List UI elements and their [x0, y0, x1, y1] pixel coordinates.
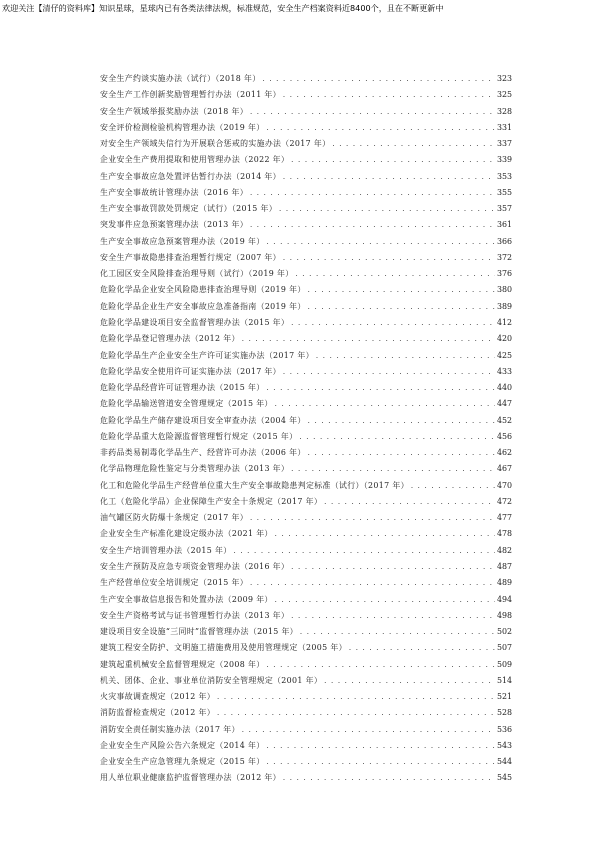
- toc-entry-title: 安全评价检测检验机构管理办法（2019 年）: [100, 122, 265, 132]
- toc-entry: [100, 87, 512, 103]
- toc-entry: [100, 315, 512, 331]
- toc-entry: [100, 705, 512, 721]
- toc-entry-page-number: 494: [496, 594, 512, 604]
- toc-entry-page-number: 357: [496, 204, 512, 214]
- toc-leader-dots: [217, 705, 495, 721]
- toc-entry-title: 安全生产工作创新奖励管理暂行办法（2011 年）: [100, 90, 281, 100]
- toc-entry: [100, 152, 512, 168]
- toc-entry-page-number: 328: [496, 106, 512, 116]
- toc-entry-page-number: 478: [496, 529, 512, 539]
- toc-leader-dots: [291, 559, 495, 575]
- toc-entry: [100, 120, 512, 136]
- toc-leader-dots: [299, 429, 495, 445]
- toc-entry-title: 企业安全生产费用提取和使用管理办法（2022 年）: [100, 155, 290, 165]
- toc-leader-dots: [411, 478, 495, 494]
- toc-leader-dots: [242, 722, 495, 738]
- toc-entry: [100, 299, 512, 315]
- toc-entry: [100, 592, 512, 608]
- toc-entry-page-number: 462: [496, 448, 512, 458]
- toc-entry: [100, 201, 512, 217]
- toc-leader-dots: [266, 380, 495, 396]
- toc-entry-page-number: 544: [496, 757, 512, 767]
- toc-leader-dots: [308, 282, 495, 298]
- toc-entry-page-number: 472: [496, 496, 512, 506]
- toc-entry-title: 生产安全事故罚款处罚规定（试行）（2015 年）: [100, 204, 277, 214]
- toc-entry-page-number: 456: [496, 431, 512, 441]
- toc-leader-dots: [283, 87, 495, 103]
- table-of-contents: [100, 71, 512, 787]
- toc-entry-title: 安全生产预防及应急专项资金管理办法（2016 年）: [100, 561, 290, 571]
- toc-leader-dots: [308, 445, 495, 461]
- toc-entry-title: 企业安全生产标准化建设定级办法（2021 年）: [100, 529, 273, 539]
- toc-entry: [100, 104, 512, 120]
- toc-leader-dots: [250, 575, 495, 591]
- toc-entry-page-number: 467: [496, 464, 512, 474]
- toc-entry: [100, 136, 512, 152]
- toc-entry-title: 建筑起重机械安全监督管理规定（2008 年）: [100, 659, 265, 669]
- toc-entry-page-number: 514: [496, 675, 512, 685]
- toc-entry: [100, 331, 512, 347]
- toc-entry-title: 生产安全事故应急预案管理办法（2019 年）: [100, 236, 265, 246]
- toc-entry: [100, 754, 512, 770]
- toc-entry-title: 化学品物理危险性鉴定与分类管理办法（2013 年）: [100, 464, 290, 474]
- toc-leader-dots: [250, 185, 495, 201]
- toc-leader-dots: [295, 266, 494, 282]
- toc-entry-title: 生产安全事故应急处置评估暂行办法（2014 年）: [100, 171, 281, 181]
- toc-leader-dots: [308, 299, 495, 315]
- toc-entry-title: 消防安全责任制实施办法（2017 年）: [100, 724, 240, 734]
- toc-leader-dots: [349, 640, 495, 656]
- toc-leader-dots: [279, 201, 495, 217]
- toc-entry-title: 安全生产领域举报奖励办法（2018 年）: [100, 106, 248, 116]
- toc-entry: [100, 770, 512, 786]
- toc-entry-page-number: 425: [496, 350, 512, 360]
- toc-entry: [100, 657, 512, 673]
- toc-entry: [100, 673, 512, 689]
- toc-leader-dots: [262, 71, 494, 87]
- toc-entry-page-number: 380: [496, 285, 512, 295]
- toc-leader-dots: [291, 315, 495, 331]
- toc-entry-title: 油气罐区防火防爆十条规定（2017 年）: [100, 513, 248, 523]
- toc-leader-dots: [266, 754, 495, 770]
- toc-entry-page-number: 447: [496, 399, 512, 409]
- toc-entry-title: 建筑工程安全防护、文明施工措施费用及使用管理规定（2005 年）: [100, 643, 347, 653]
- toc-entry-title: 危险化学品输送管道安全管理规定（2015 年）: [100, 399, 273, 409]
- toc-entry-page-number: 528: [496, 708, 512, 718]
- toc-entry-page-number: 372: [496, 252, 512, 262]
- toc-entry-page-number: 521: [496, 692, 512, 702]
- toc-entry: [100, 169, 512, 185]
- toc-entry: [100, 429, 512, 445]
- toc-leader-dots: [275, 592, 495, 608]
- toc-entry-page-number: 366: [496, 236, 512, 246]
- toc-entry-page-number: 507: [496, 643, 512, 653]
- toc-entry: [100, 234, 512, 250]
- toc-leader-dots: [275, 396, 495, 412]
- toc-entry-page-number: 452: [496, 415, 512, 425]
- toc-entry: [100, 413, 512, 429]
- toc-entry: [100, 689, 512, 705]
- toc-leader-dots: [217, 689, 495, 705]
- toc-entry-page-number: 376: [496, 269, 512, 279]
- toc-entry: [100, 364, 512, 380]
- toc-entry-title: 安全生产资格考试与证书管理暂行办法（2013 年）: [100, 610, 290, 620]
- toc-entry-page-number: 389: [496, 301, 512, 311]
- toc-entry: [100, 396, 512, 412]
- toc-leader-dots: [233, 543, 494, 559]
- toc-entry-title: 危险化学品生产储存建设项目安全审查办法（2004 年）: [100, 415, 306, 425]
- toc-leader-dots: [250, 510, 495, 526]
- toc-entry-page-number: 477: [496, 513, 512, 523]
- toc-leader-dots: [266, 234, 495, 250]
- toc-leader-dots: [324, 494, 495, 510]
- toc-entry-page-number: 412: [496, 317, 512, 327]
- toc-entry: [100, 71, 512, 87]
- toc-entry-title: 生产安全事故信息报告和处置办法（2009 年）: [100, 594, 273, 604]
- toc-entry-title: 生产安全事故统计管理办法（2016 年）: [100, 187, 248, 197]
- toc-leader-dots: [291, 152, 495, 168]
- toc-leader-dots: [266, 120, 495, 136]
- toc-entry: [100, 445, 512, 461]
- toc-entry-title: 危险化学品企业生产安全事故应急准备指南（2019 年）: [100, 301, 306, 311]
- toc-entry: [100, 494, 512, 510]
- toc-entry-title: 安全生产事故隐患排查治理暂行规定（2007 年）: [100, 252, 281, 262]
- toc-entry-title: 机关、团体、企业、事业单位消防安全管理规定（2001 年）: [100, 675, 323, 685]
- toc-entry-title: 建设项目安全设施“三同时”监督管理办法（2015 年）: [100, 627, 298, 637]
- toc-entry-page-number: 498: [496, 610, 512, 620]
- toc-entry-title: 化工和危险化学品生产经营单位重大生产安全事故隐患判定标准（试行）（2017 年）: [100, 480, 409, 490]
- toc-entry-page-number: 361: [496, 220, 512, 230]
- toc-entry-page-number: 440: [496, 383, 512, 393]
- toc-leader-dots: [275, 526, 495, 542]
- toc-entry: [100, 185, 512, 201]
- toc-entry: [100, 738, 512, 754]
- toc-entry-title: 化工（危险化学品）企业保障生产安全十条规定（2017 年）: [100, 496, 323, 506]
- toc-entry-page-number: 433: [496, 366, 512, 376]
- toc-leader-dots: [300, 624, 495, 640]
- promo-banner: 欢迎关注【清仔的资料库】知识星球，星球内已有各类法律法规，标准规范，安全生产档案资料近8400个，且在不断更新中: [2, 3, 444, 13]
- toc-entry-title: 对安全生产领域失信行为开展联合惩戒的实施办法（2017 年）: [100, 139, 331, 149]
- toc-entry-page-number: 323: [496, 74, 512, 83]
- toc-entry-title: 危险化学品安全使用许可证实施办法（2017 年）: [100, 366, 281, 376]
- toc-entry-title: 安全生产约谈实施办法（试行）（2018 年）: [100, 74, 261, 83]
- toc-leader-dots: [250, 217, 495, 233]
- toc-entry: [100, 640, 512, 656]
- toc-entry-page-number: 482: [496, 545, 512, 555]
- toc-leader-dots: [316, 348, 495, 364]
- toc-entry-title: 危险化学品建设项目安全监督管理办法（2015 年）: [100, 317, 290, 327]
- toc-entry-title: 安全生产培训管理办法（2015 年）: [100, 545, 232, 555]
- toc-entry: [100, 575, 512, 591]
- toc-entry: [100, 608, 512, 624]
- toc-entry: [100, 461, 512, 477]
- toc-entry-title: 用人单位职业健康监护监督管理办法（2012 年）: [100, 773, 281, 783]
- toc-leader-dots: [283, 770, 495, 786]
- toc-entry: [100, 266, 512, 282]
- toc-leader-dots: [283, 169, 495, 185]
- toc-entry-page-number: 502: [496, 627, 512, 637]
- toc-entry-title: 企业安全生产应急管理九条规定（2015 年）: [100, 757, 265, 767]
- toc-entry-title: 生产经营单位安全培训规定（2015 年）: [100, 578, 248, 588]
- toc-entry-title: 非药品类易制毒化学品生产、经营许可办法（2006 年）: [100, 448, 306, 458]
- toc-entry-page-number: 545: [496, 773, 512, 783]
- toc-entry: [100, 217, 512, 233]
- toc-entry-page-number: 355: [496, 187, 512, 197]
- toc-entry-title: 危险化学品重大危险源监督管理暂行规定（2015 年）: [100, 431, 298, 441]
- toc-leader-dots: [324, 673, 495, 689]
- toc-leader-dots: [332, 136, 495, 152]
- toc-entry: [100, 478, 512, 494]
- toc-entry-page-number: 509: [496, 659, 512, 669]
- toc-entry-title: 危险化学品登记管理办法（2012 年）: [100, 334, 240, 344]
- toc-entry-page-number: 489: [496, 578, 512, 588]
- toc-entry-page-number: 331: [496, 122, 512, 132]
- toc-entry: [100, 282, 512, 298]
- toc-entry-title: 危险化学品经营许可证管理办法（2015 年）: [100, 383, 265, 393]
- toc-entry: [100, 624, 512, 640]
- toc-entry-page-number: 487: [496, 561, 512, 571]
- toc-leader-dots: [266, 738, 495, 754]
- toc-entry: [100, 526, 512, 542]
- toc-entry-title: 消防监督检查规定（2012 年）: [100, 708, 215, 718]
- toc-entry: [100, 250, 512, 266]
- toc-entry-page-number: 339: [496, 155, 512, 165]
- toc-leader-dots: [283, 364, 495, 380]
- toc-leader-dots: [308, 413, 495, 429]
- toc-entry-title: 化工园区安全风险排查治理导则（试行）（2019 年）: [100, 269, 294, 279]
- toc-entry-page-number: 337: [496, 139, 512, 149]
- toc-entry-page-number: 353: [496, 171, 512, 181]
- toc-leader-dots: [283, 250, 495, 266]
- toc-entry-page-number: 325: [496, 90, 512, 100]
- toc-entry-title: 危险化学品企业安全风险隐患排查治理导则（2019 年）: [100, 285, 306, 295]
- toc-entry: [100, 510, 512, 526]
- toc-entry-page-number: 536: [496, 724, 512, 734]
- toc-entry-page-number: 470: [496, 480, 512, 490]
- toc-entry-page-number: 543: [496, 740, 512, 750]
- toc-entry-title: 火灾事故调查规定（2012 年）: [100, 692, 215, 702]
- toc-leader-dots: [242, 331, 495, 347]
- toc-entry-title: 企业安全生产风险公告六条规定（2014 年）: [100, 740, 265, 750]
- toc-entry: [100, 559, 512, 575]
- toc-leader-dots: [250, 104, 495, 120]
- toc-entry: [100, 543, 512, 559]
- toc-entry: [100, 380, 512, 396]
- toc-leader-dots: [291, 461, 495, 477]
- toc-entry: [100, 722, 512, 738]
- toc-leader-dots: [266, 657, 495, 673]
- toc-entry-page-number: 420: [496, 334, 512, 344]
- toc-entry: [100, 348, 512, 364]
- toc-leader-dots: [291, 608, 495, 624]
- toc-entry-title: 危险化学品生产企业安全生产许可证实施办法（2017 年）: [100, 350, 314, 360]
- toc-entry-title: 突发事件应急预案管理办法（2013 年）: [100, 220, 248, 230]
